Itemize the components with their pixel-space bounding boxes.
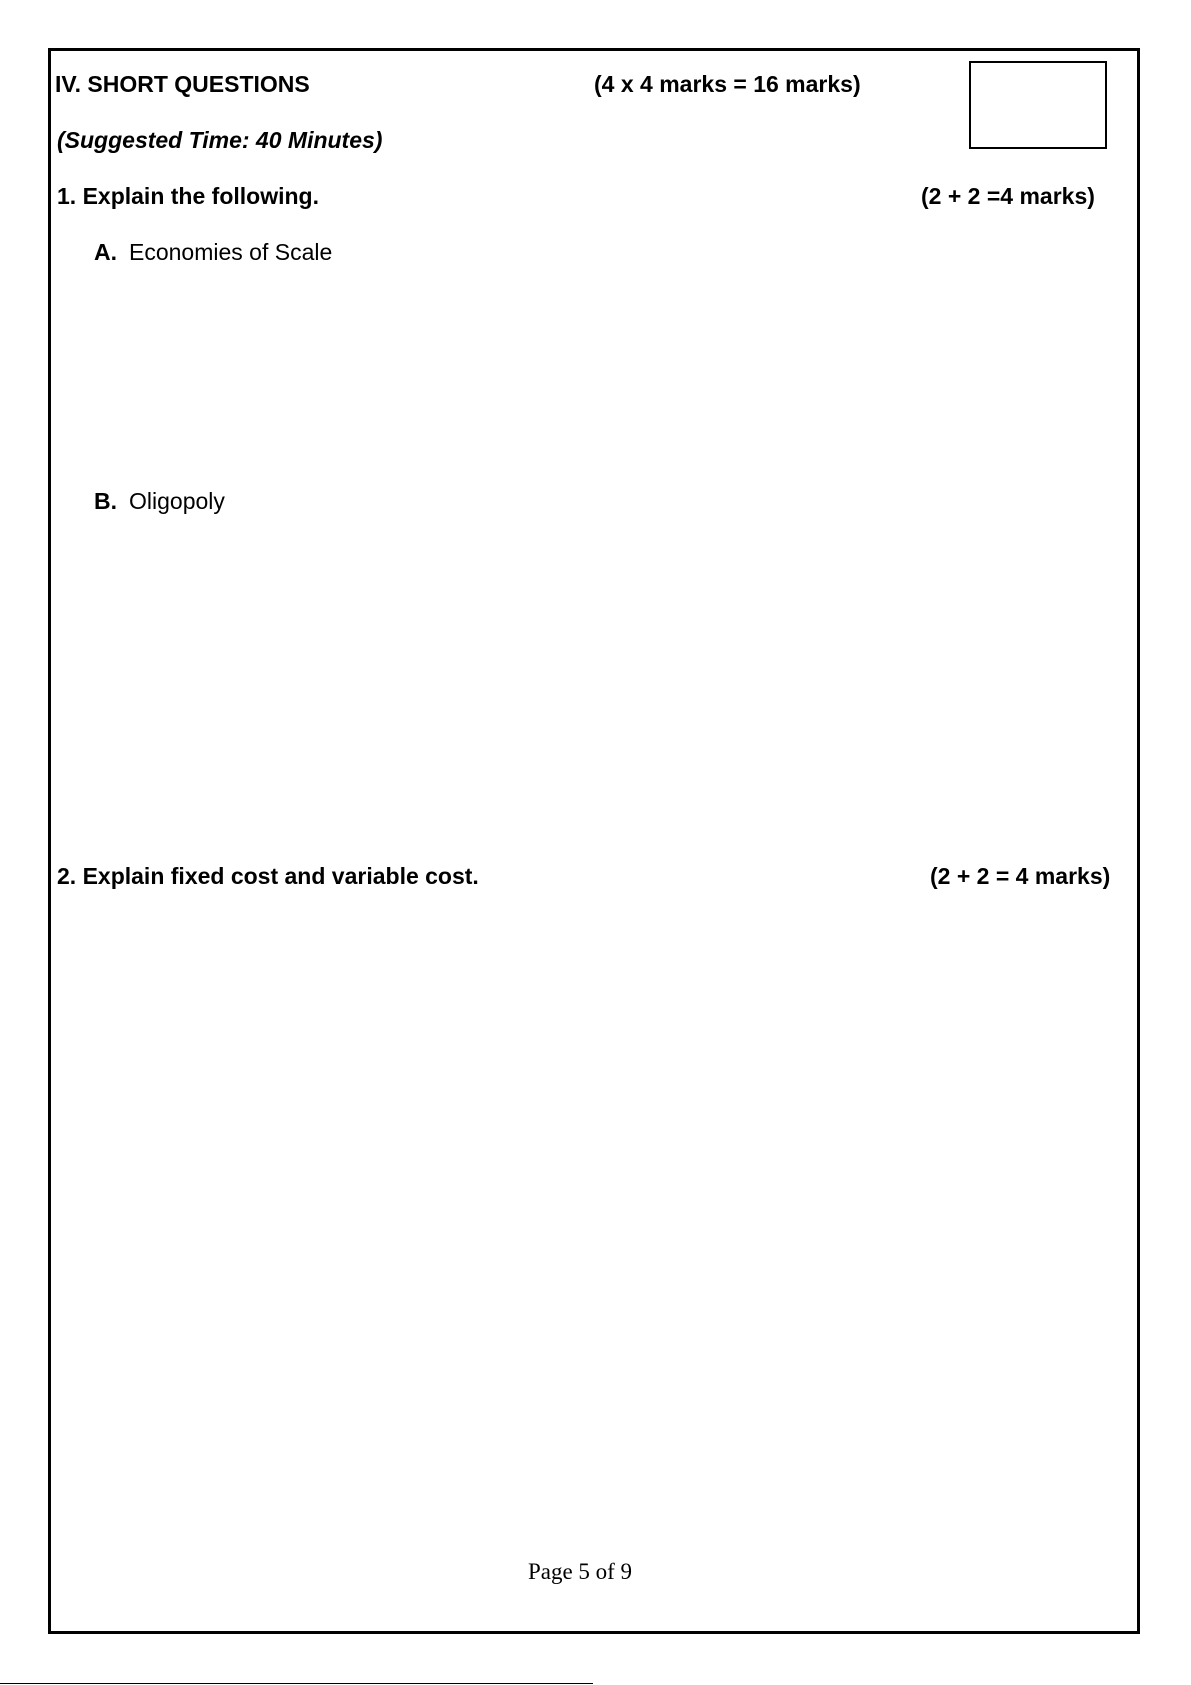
- question-2-marks: (2 + 2 = 4 marks): [930, 863, 1111, 889]
- marks-score-box: [969, 61, 1107, 149]
- question-1-part-b: [94, 487, 225, 515]
- page-border: [48, 48, 1140, 1634]
- section-marks: (4 x 4 marks = 16 marks): [594, 71, 861, 97]
- footer-divider: [0, 1683, 593, 1684]
- suggested-time: (Suggested Time: 40 Minutes): [57, 127, 383, 153]
- page-number: Page 5 of 9: [527, 1559, 633, 1584]
- part-a-text: Economies of Scale: [129, 239, 333, 265]
- part-b-label: B.: [94, 488, 117, 514]
- question-2-text: 2. Explain fixed cost and variable cost.: [57, 863, 479, 889]
- question-1-text: 1. Explain the following.: [57, 183, 319, 209]
- question-1-part-a: [94, 238, 332, 266]
- section-title: IV. SHORT QUESTIONS: [55, 71, 310, 97]
- question-1-marks: (2 + 2 =4 marks): [921, 183, 1095, 209]
- part-b-text: Oligopoly: [129, 488, 225, 514]
- part-a-label: A.: [94, 239, 117, 265]
